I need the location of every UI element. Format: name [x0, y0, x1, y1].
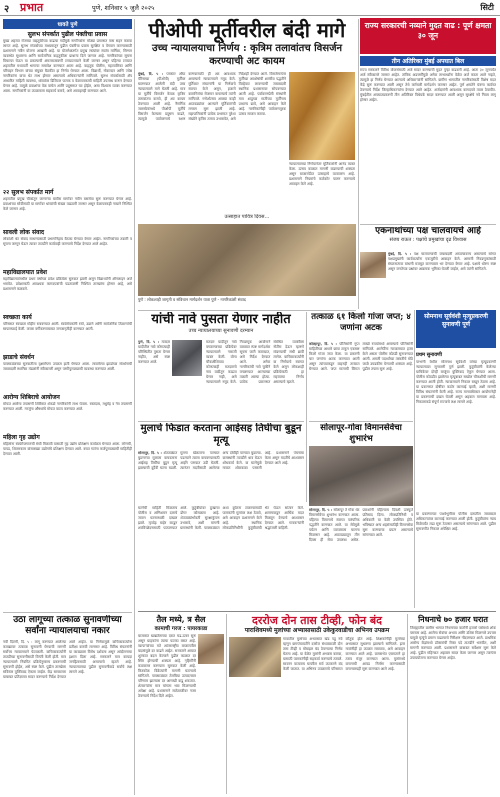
yanchi-rule: [138, 310, 356, 311]
left-body-3: लोकांशी थेट संवाद साधण्यासाठी प्रभागनिहाय बैठका घेण्यात येणार आहेत. नागरिकांच्या तक्रारी व सूचना जाणून घेऊन त्यावर तातडीने कार्यवाही करण्याचे निर्देश देण्यात आले आहेत.: [3, 237, 132, 246]
yanchi-body-left: पुणे, दि. ५ : मतदार यादीतील नावे कोणत्याही परिस्थितीत पुसता येणार नाहीत, असे स्पष्ट करण्यात आले.: [138, 340, 170, 364]
somnath-cont: या प्रकरणाच्या पार्श्वभूमीवर पोलीस दलातील जबाबदार अधिकाऱ्यांवर कारवाई करण्यात आली होती. कुटुंबीयांना न्याय मिळेपर्यंत लढा सुरू ठेवणार असल्याचे सांगण्यात आले. पुढील सुनावणीत निकाल अपेक्षित आहे.: [416, 512, 496, 531]
right-divider: [414, 310, 415, 608]
left-column-tag: धावते पुणे: [3, 19, 132, 29]
sanjay-raut-photo: [360, 252, 386, 278]
yanchi-dateline: पुणे, दि. ५ :: [138, 340, 160, 344]
left-divider: [3, 612, 132, 613]
eknath-rule: [360, 224, 496, 225]
left-body-6: पावसाळ्याच्या सुरुवातीला वृक्षारोपण उपक्रम हाती घेण्यात आला. लावलेल्या झाडांच्या संवर्धनाची जबाबदारी स्थानिक मंडळांनी स्वीकारली असून पाणीपुरवठ्याची व्यवस्था करण्यात आली.: [3, 362, 132, 371]
somnath-subhead: प्रथम सुनावणी: [416, 352, 442, 358]
somnath-title: सोमनाथ सूर्यवंशी मृत्यूप्रकरणी सुनावणी पूर्ण: [416, 310, 496, 348]
children-photo: [138, 224, 356, 296]
left-body-8: महिलांना स्वयंरोजगाराची संधी मिळावी यासाठी गृह उद्योग प्रशिक्षण कार्यक्रम घेण्यात आला. लोणची, पापड, शिवणकाम यांसारख्या उद्योगांचे प्रशिक्षण देण्यात आले. बचत गटांना कर्जपुरवठ्याची माहितीही देण्यात आली.: [3, 442, 132, 456]
lead-headline: पीओपी मूर्तीवरील बंदी मागे: [148, 18, 346, 42]
solapur-headline: सोलापूर-गोवा विमानसेवेचा शुभारंभ: [320, 423, 402, 444]
lead-body-area: [138, 72, 286, 214]
solapur-body: सोलापूर, दि. ५ : सोलापूर ते गोवा थेट विमानसेवेचा शुभारंभ करण्यात आला. पहिल्या विमानाचे स्वागत पारंपरिक पद्धतीने करण्यात आले. या सेवेमुळे पर्यटन आणि व्यापाराला चालना मिळणार आहे. आठवड्यातून तीन दिवस ही सेवा उपलब्ध असेल. प्रवाशांनी पहिल्याच दिवशी उत्स्फूर्त प्रतिसाद दिला. लोकप्रतिनिधी व अधिकारी या वेळी उपस्थित होते. भविष्यात अन्य शहरांसाठीही विमानसेवा सुरू करण्याचा प्रयत्न असल्याचे सांगण्यात आले.: [309, 508, 413, 542]
left-bottom-headline: उठा लागूच्या तत्काळ सुनावणीच्या सर्वांना न्यायालयाचा नकार: [13, 615, 122, 636]
left-bottom-body: नवी दिल्ली, दि. ५ : लागू करण्यात आलेल्या कायद्यावर तत्काळ सुनावणी घेण्याची मागणी सर्वोच्च न्यायालयाने फेटाळली. याचिकाकर्त्यांनी तातडीच्या सुनावणीसाठी विनंती केली होती. मात्र न्यायालयाने नियमित प्रक्रियेनुसारच प्रकरणाची सुनावणी होईल, असे स्पष्ट केले. पुढील तारखेला सविस्तर युक्तिवाद ऐकला जाईल. केंद्र सरकारला याबाबत प्रतिज्ञापत्र सादर करण्याचे निर्देश देण्यात आले आहेत. या निर्णयामुळे याचिकाकर्त्यांना प्रतीक्षा करावी लागणार आहे. विविध संघटनांनी या कायद्याला विरोध दर्शवला असून आंदोलनाचा इशारा दिला आहे. सरकारने मात्र कायदा जनहितासाठी असल्याचे म्हटले आहे. न्यायालयाच्या पुढील सुनावणीकडे सर्वांचे लक्ष लागले आहे.: [3, 640, 132, 679]
left-body-1: मुख्य शहरात रोजच्या वाहतुकीच्या वाढत्या गर्दीमुळे नागरिकांना मोठ्या प्रमाणात त्रास सहन करावा लागत आहे. सुलभ संपर्काच्या माध्यमातून पुढील पंक्तीचा प्रवास सुरक्षित व वेगवान करण्यासाठी प्रशासनाने नवीन योजना आखली आहे. या योजनेअंतर्गत प्रमुख रस्त्यांवर स्वतंत्र मार्गिका, सिग्नल व्यवस्थेत सुधारणा आणि सार्वजनिक वाहतुकीला प्राधान्य दिले जाणार आहे. नागरिकांच्या सूचना विचारात घेऊन या प्रकल्पाची अंमलबजावणी टप्प्याटप्प्याने केली जाणार असून पहिल्या टप्प्यात शहरातील मध्यवर्ती भागाचा समावेश करण्यात आला आहे. वाहतूक पोलीस, महापालिका आणि परिवहन विभाग यांच्या संयुक्त बैठकीत हा निर्णय घेण्यात आला. विद्यार्थी, नोकरदार आणि ज्येष्ठ नागरिकांना याचा थेट लाभ होणार असल्याचे अधिकाऱ्यांनी सांगितले. सुलभ संपर्कासाठी ॲप आधारित माहिती व्यवस्था, थांब्यांवर डिजिटल फलक व वेळापत्रकाची माहिती उपलब्ध करून देण्यात येणार आहे. यामुळे प्रवाशांचा वेळ वाचेल आणि प्रदूषणात घट होईल, असा विश्वास व्यक्त करण्यात आला. नागरिकांनी या उपक्रमाला सहकार्य करावे, असे आवाहनही करण्यात आले.: [3, 39, 132, 93]
sidebar-upper-body: राज्य सरकारने विविध योजनांसाठी अर्ज सादर करण्याची मुदत पुन्हा वाढवली आहे. आता ३० जूनपर्यंत अर्ज स्वीकारले जाणार आहेत. तांत्रिक अडचणींमुळे अनेक लाभार्थ्यांना वेळेत अर्ज करता आले नव्हते, त्यामुळे हा निर्णय घेण्यात आल्याचे अधिकाऱ्यांनी सांगितले. ग्रामीण भागातील नागरिकांसाठी विशेष मदत केंद्रे सुरू करण्यात आली असून तेथे कर्मचारी मार्गदर्शन करणार आहेत. पूर्ण क्षमतेने यंत्रणा कार्यरत ठेवण्याचे निर्देश जिल्हाधिकाऱ्यांना देण्यात आले आहेत. अर्जदारांनी आवश्यक कागदपत्रे तयार ठेवावीत. मुंबईतील अपघातप्रकरणी तीन अतिरिक्त विधेयके सादर करण्यात आली असून सुरक्षेचे नवे नियम लागू होणार आहेत.: [360, 68, 496, 102]
page-number: २: [4, 4, 10, 15]
tatkal-body: कोल्हापूर, दि. ५ : पोलिसांनी गुप्त माहितीच्या आधारे छापा टाकून एकसष्ट किलो गांजा जप्त केला. या प्रकरणी चार जणांना अटक करण्यात आली असून त्यांच्याकडून वाहनही ताब्यात घेण्यात आले. जप्त मालाची किंमत लाखो रुपयांमध्ये असल्याचे पोलिसांनी सांगितले. आरोपींना न्यायालयात हजर केले असता पोलीस कोठडी सुनावण्यात आली. अमली पदार्थांच्या तस्करीचे मोठे जाळे उघडकीस येण्याची शक्यता आहे. पुढील तपास सुरू आहे.: [309, 342, 413, 371]
nidhan-headline: निधनाचे ७० हजार घरात: [418, 614, 488, 624]
left-headline: सुलभ संपर्कात पुढील पंक्तीचा प्रवास: [27, 31, 108, 38]
left-subhead-6: झाडाचे संवर्धन: [3, 354, 35, 361]
bottom-divider-1: [226, 614, 227, 794]
tel-body: बाजारात खाद्यतेलाच्या दरात चढ-उतार सुरू असून ग्राहकांना त्याचा फटका बसत आहे. व्यापाऱ्यांच्या मते आंतरराष्ट्रीय बाजारातील बदलांमुळे दर वाढले आहेत. सरकारने आयात शुल्कात बदल केल्याने पुढील काळात दर स्थिर होण्याची शक्यता आहे. गृहिणींनी काटकसर करण्यास सुरुवात केली आहे. किरकोळ विक्रेत्यांनी मागणी घटल्याचे सांगितले. पावसाळ्यात तेलबिया उत्पादनावर परिणाम झाल्यास दर आणखी वाढू शकतात. शेतकऱ्यांना मात्र चांगला भाव मिळण्याची अपेक्षा आहे. प्रशासनाने साठेबाजीवर नजर ठेवण्याचे निर्देश दिले आहेत.: [138, 634, 196, 698]
lead-mini-label-box: [138, 214, 356, 222]
masthead: [0, 0, 500, 16]
sidebar-divider: [358, 19, 359, 309]
eknath-body: मुंबई, दि. ५ : पक्ष चालवण्याची जबाबदारी आपल्यावरच असल्याचे सांगत पक्षप्रमुखांनी कार्यकर्त्यांना एकजुटीचे आवाहन केले. आगामी निवडणुकांसाठी संघटनात्मक बांधणी मजबूत करण्यावर भर देण्यात येणार आहे. पक्षाचे धोरण स्पष्ट असून जनतेच्या प्रश्नांवर आक्रमक भूमिका घेतली जाईल, असे त्यांनी सांगितले.: [388, 252, 496, 271]
nidhan-body: जिल्ह्यातील ग्रामीण भागात निधनाच्या वार्तांनी हजारो घरांमध्ये शोक पसरला आहे. आरोग्य सेवांचा अभाव आणि उशिरा मिळणारे उपचार यामुळे मृत्यूंचे प्रमाण वाढल्याचे निरीक्षण नोंदवण्यात आले. प्राथमिक आरोग्य केंद्रांमध्ये डॉक्टरांची रिक्त पदे तातडीने भरावीत, अशी मागणी करण्यात आली. प्रशासनाने याबाबत सर्वेक्षण सुरू केले आहे. पुढील महिन्यात अहवाल सादर केला जाणार असून त्यानंतर उपाययोजना करण्यात येणार आहेत.: [410, 626, 496, 660]
left-body-7: मोफत आरोग्य तपासणी शिबिरात शेकडो नागरिकांनी लाभ घेतला. रक्तदाब, मधुमेह व नेत्र तपासणी करण्यात आली. गरजूंना औषधांचे मोफत वाटप करण्यात आले.: [3, 402, 132, 411]
solapur-dateline: सोलापूर, दि. ५ :: [309, 508, 333, 512]
lead-subhead: उच्च न्यायालयाचा निर्णय : कृत्रिम तलावांतच विसर्जन करण्याची अट कायम: [151, 43, 343, 67]
darod-headline: दररोज दोन तास टीव्ही, फोन बंद: [252, 614, 382, 627]
left-body-4: महाविद्यालयांमधील प्रथम वर्षाच्या प्रवेश प्रक्रियेला सुरुवात झाली असून विद्यार्थ्यांनी ऑनलाइन अर्ज भरावेत. प्रवेशासाठी आवश्यक कागदपत्रांची पडताळणी निश्चित तारखांना होणार आहे, असे प्रशासनाने कळवले.: [3, 277, 132, 291]
somnath-box: [416, 310, 496, 348]
somnath-cont-area: [416, 512, 496, 608]
mulache-body-area: [138, 451, 304, 503]
tel-photo: [198, 634, 224, 664]
mulache-cont-area: [138, 506, 304, 608]
yanchi-body: मतदार यादीतून नावे वगळण्याच्या प्रक्रियेवर न्यायालयाने नाराजी व्यक्त केली. योग्य चौकशीशिवाय कोणत्याही मतदाराचे नाव यादीतून काढता येणार नाही, असे न्यायालयाने नमूद केले. निवडणूक आयोगाने याबाबत स्पष्ट मार्गदर्शक सूचना जारी कराव्यात, असे निर्देश देण्यात आले. अनेक नागरिकांची नावे चुकीने वगळण्यात आल्याच्या तक्रारी आल्या होत्या. प्रत्येक प्रकरणात संबंधित व्यक्तीला नोटीस देऊन म्हणणे मांडण्याची संधी द्यावी लागेल. याचिकाकर्त्यांनी या निर्णयाचे स्वागत केले असून लोकशाही प्रक्रियेसाठी हा महत्त्वाचा निर्णय असल्याचे म्हटले.: [206, 340, 304, 384]
solapur-photo: [309, 446, 413, 506]
left-subhead-4: महाविद्यालयात प्रवेश: [3, 269, 47, 276]
yanchi-subhead: उच्च न्यायालयाच्या सुनावणी दरम्यान: [188, 328, 254, 334]
left-subhead-7: आरोग्य शिबिराचे आयोजन: [3, 394, 60, 401]
lead-mini-label: उत्साहात पावित्र दिवस…: [224, 214, 270, 220]
eknath-headline: एकनाथांच्या पक्ष चालवायचे आहे: [375, 226, 481, 236]
tatkal-headline: तत्काळ ६१ किलो गांजा जप्त; ४ जणांना अटक: [311, 312, 411, 333]
darod-body: गावातील मुलांच्या अभ्यासात खंड पडू नये म्हणून ग्रामपंचायतीने दररोज संध्याकाळी दोन तास टीव्ही व मोबाइल बंद ठेवण्याचा निर्णय घेतला आहे. या वेळेत मुलांनी अभ्यास करावा, यासाठी पालकांनीही सहकार्य करण्याचे ठरवले. सायरन वाजताच घरातील सर्व उपकरणे बंद केली जातात. या अभिनव उपक्रमाचे परिसरात कौतुक होत आहे. शिक्षकांनीही मुलांच्या अभ्यासात सुधारणा झाल्याचे सांगितले. इतर गावांनीही हा उपक्रम राबवावा, असे आवाहन करण्यात आले आहे. ग्रामसभेत एकमताने हा ठराव मंजूर करण्यात आला. मुलांमध्ये वाचनाची आवड निर्माण करण्यासाठी वाचनालयही सुरू करण्यात आले आहे.: [283, 637, 405, 671]
mulache-cont: घटनेची माहिती मिळताच पोलीस व अग्निशमन दलाचे जवान घटनास्थळी दाखल झाले. मृतदेह बाहेर काढून शवविच्छेदनासाठी पाठवण्यात आले. कुटुंबीयांवर दुःखाचा डोंगर कोसळला आहे. शेततळ्यांभोवती सुरक्षाकुंपण उभारावे, अशी मागणी ग्रामस्थांनी केली. पावसाळ्यात अशा दुर्घटना टाळण्यासाठी पालकांनी मुलांवर लक्ष ठेवावे, असे आवाहन प्रशासनाने केले आहे. स्थानिक लोकप्रतिनिधींनी कुटुंबीयांची भेट घेऊन सांत्वन केले. शासनाकडून आर्थिक मदत मिळवून देण्याचे आश्वासन देण्यात आले. गावकऱ्यांनी श्रद्धांजली वाहिली.: [138, 506, 304, 530]
left-bottom-story: [3, 615, 132, 795]
solapur-body-area: [309, 508, 413, 608]
eknath-body-area: [360, 252, 496, 308]
ganesh-idol-photo: [289, 72, 355, 160]
column-divider: [134, 19, 135, 795]
solapur-rule: [309, 421, 413, 422]
left-subhead-3: सावली लोक संवाद: [3, 229, 45, 236]
nidhan-story: [410, 614, 496, 794]
left-subhead-5: स्वच्छता कार्य: [3, 314, 32, 321]
lead-body-cont: न्यायालयाच्या निर्णयानंतर मूर्तिकारांनी आनंद व्यक्त केला. उत्सव काळात मागणी वाढण्याची शक्यता असून बाजारपेठेत उत्साहाचे वातावरण आहे. प्रशासनाने नियमांचे काटेकोर पालन करण्याचे आवाहन केले आहे.: [289, 162, 355, 186]
section-name: सिटी: [480, 3, 494, 12]
yanchi-body-area: [138, 340, 304, 418]
left-body-5: परिसरात स्वच्छता मोहीम राबवण्यात आली. स्वयंसेवकांनी रस्ते, उद्याने आणि सार्वजनिक ठिकाणांची साफसफाई केली. कचरा वर्गीकरणाबाबत जनजागृतीही करण्यात आली.: [3, 322, 132, 331]
somnath-body-area: [416, 350, 496, 510]
sidebar-red-title: राज्य सरकारची नव्याने मुदत वाढ : पूर्ण क्षमता ३० जून: [360, 18, 496, 54]
sidebar-red-box: [360, 18, 496, 54]
darod-story: [229, 614, 405, 794]
sidebar-upper: [360, 56, 496, 221]
photo-caption: पुणे : लोकशाही जागृती व संविधान मार्गदर्शन यात्रा पुणे - नागरिकांशी संवाद: [138, 297, 246, 302]
tatkal-body-area: [309, 342, 413, 420]
sidebar-blue-title: तीन अतिरिक्त मुंबई अपघात बिल: [360, 56, 496, 66]
eknath-dateline: मुंबई, दि. ५ :: [388, 252, 412, 256]
tel-headline: तैल मध्ये, त्र सैल: [156, 614, 206, 624]
darod-photo: [229, 637, 281, 677]
darod-subhead: पाराशिवमध्ये मुलांच्या अभ्यासासाठी उकेकुरवाडीचा अभिनव उपक्रम: [244, 627, 390, 634]
bottom-rule: [138, 611, 496, 612]
lead-dateline: मुंबई, दि. ५ :: [138, 72, 164, 76]
lead-story-header: [138, 18, 356, 68]
left-subhead-2: २२ सुलभ संपर्कात मार्ग: [3, 189, 54, 196]
eknath-header: [360, 226, 496, 252]
mulache-body: सोलापूर, दि. ५ : शेततळ्यात बुडणाऱ्या मुलाला वाचवताना आईसह तिघींचा बुडून मृत्यू झाल्याची दुर्दैवी घटना घडली. मुलगा खेळताना पाण्यात पडल्याने त्याला वाचवण्यासाठी आईने पाण्यात उडी घेतली. त्यानंतर मदतीसाठी आलेल्या अन्य दोघीही पाण्यात बुडाल्या. ग्रामस्थांनी तातडीने धाव घेऊन शोधकार्य केले. या घटनेमुळे गावात शोककळा पसरली आहे. प्रशासनाने पंचनामा केला असून मदतीचे आश्वासन देण्यात आले आहे.: [138, 451, 304, 470]
brand-logo: प्रभात: [20, 1, 44, 14]
mulache-dateline: सोलापूर, दि. ५ :: [138, 451, 162, 455]
mulache-rule: [138, 421, 304, 422]
eknath-subhead: संजय राऊत : पक्षांचे प्रमुखांचा दृढ विश्वास: [389, 237, 467, 243]
yanchi-headline: यांची नावे पुसता येणार नाहीत: [151, 312, 291, 327]
yanchi-header: [138, 312, 304, 338]
issue-date: पुणे, शनिवार ५ जुलै २०२५: [92, 4, 155, 12]
tel-subhead: कामाची गरज : पायरकाडा: [154, 626, 208, 632]
mulache-header: [138, 423, 304, 449]
mulache-headline: मुलाचे फिडात करताना आईसह तिघीचा बुडून मृत्यू: [140, 423, 302, 446]
tel-story: [138, 614, 224, 794]
left-column: [3, 19, 132, 609]
solapur-header: [309, 423, 413, 445]
left-body-2: शहरातील प्रमुख चौकांतून जाणाऱ्या बावीस मार्गांवर नवीन बससेवा सुरू करण्यात येणार आहे. प्रवाशांच्या सोयीसाठी या मार्गांवर थांब्यांची संख्या वाढवली जाणार असून वेळापत्रकही नव्याने निश्चित केले जाणार आहे.: [3, 197, 132, 211]
bottom-divider-2: [407, 614, 408, 794]
tatkal-header: [309, 312, 413, 342]
tatkal-dateline: कोल्हापूर, दि. ५ :: [309, 342, 337, 346]
left-subhead-8: महिला गृह उद्योग: [3, 434, 40, 441]
lead-body: मुंबई, दि. ५ : प्लास्टर ऑफ पॅरिसच्या (पीओपी) मूर्तींवर घालण्यात आलेली बंदी उच्च न्यायालयाने मागे घेतली आहे. मात्र या मूर्तींचे विसर्जन केवळ कृत्रिम तलावांतच करावे, ही अट कायम ठेवण्यात आली आहे. नैसर्गिक जलस्रोतांमध्ये पीओपी मूर्तींचे विसर्जन केल्यास प्रदूषण वाढते, त्यामुळे पर्यावरणाचे रक्षण करण्यासाठी ही अट आवश्यक असल्याचे न्यायालयाने नमूद केले. मूर्तिकार संघटनांनी या निर्णयाचे स्वागत केले असून, हजारो कारागिरांचा रोजगार वाचल्याचे त्यांनी सांगितले. गणेशोत्सव अवघ्या काही आठवड्यांवर आल्याने मूर्तिकारांची लगबग सुरू झाली आहे. महापालिकांनी प्रत्येक प्रभागात पुरेशा संख्येने कृत्रिम तलाव उभारावेत, असे निर्देशही देण्यात आले. विसर्जनानंतर मूर्तींच्या अवशेषांची शास्त्रीय पद्धतीने विल्हेवाट लावण्याची जबाबदारी स्थानिक प्रशासनावर सोपवण्यात आली आहे. पर्यावरणप्रेमी संस्थांनी मात्र शाडूच्या मातीच्या मूर्तींनाच प्राधान्य द्यावे, असे आवाहन केले आहे. नागरिकांनीही पर्यावरणपूरक उत्सव साजरा करावा.: [138, 72, 286, 121]
middle-divider: [306, 312, 307, 502]
somnath-body: परभणी येथील सोमनाथ सूर्यवंशी यांच्या मृत्यूप्रकरणी न्यायालयात सुनावणी पूर्ण झाली. कुटुंबीयांनी केलेल्या याचिकेवर दोन्ही बाजूंचा युक्तिवाद ऐकून घेण्यात आला. पोलीस कोठडीत झालेल्या मृत्यूबाबत सखोल चौकशीची मागणी करण्यात आली होती. न्यायालयाने निकाल राखून ठेवला आहे. या प्रकरणात दोषींवर कठोर कारवाई व्हावी, अशी मागणी विविध संघटनांनी केली आहे. राज्य मानवाधिकार आयोगानेही या प्रकरणाची दखल घेतली असून अहवाल मागवला आहे. निकालाकडे संपूर्ण राज्याचे लक्ष लागले आहे.: [416, 360, 496, 404]
